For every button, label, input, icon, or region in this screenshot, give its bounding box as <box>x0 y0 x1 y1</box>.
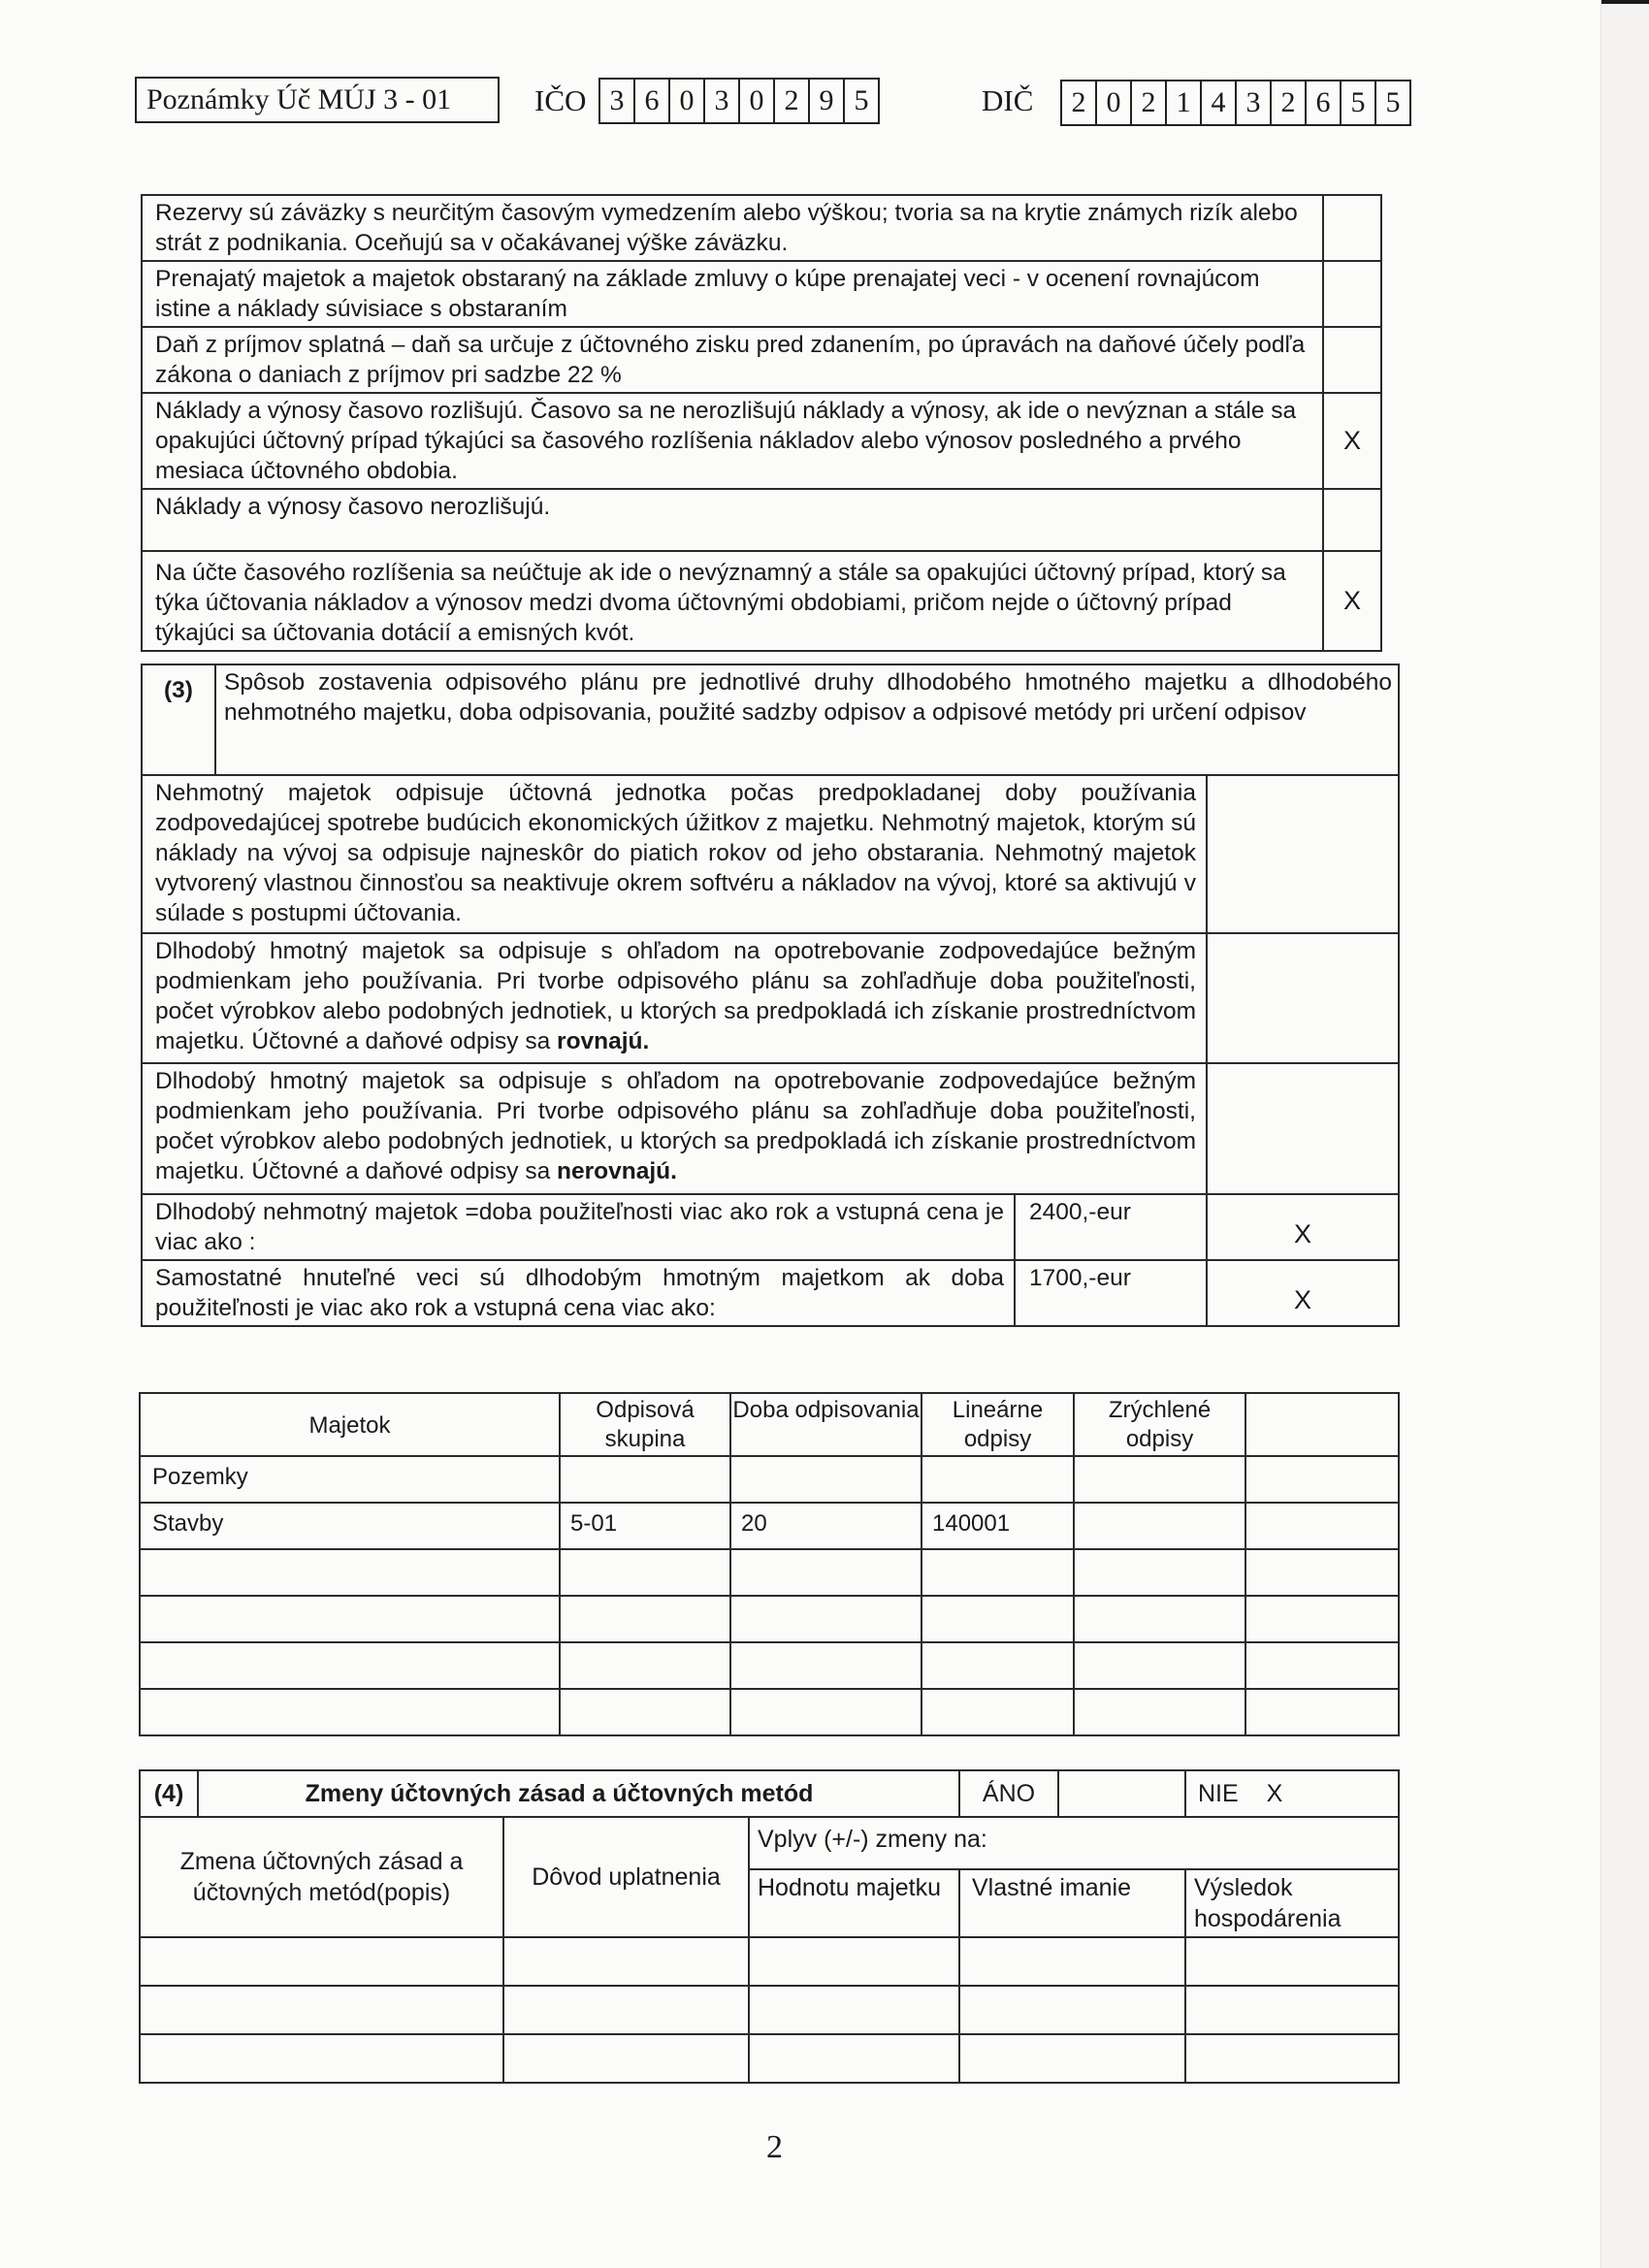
ico-digit: 3 <box>705 80 740 122</box>
cell[interactable] <box>140 1596 560 1642</box>
table-row <box>140 1986 1399 2034</box>
policy-mark[interactable] <box>1323 489 1381 551</box>
cell[interactable] <box>1185 2034 1399 2083</box>
cell[interactable] <box>140 1549 560 1596</box>
policy-row <box>142 551 1381 651</box>
threshold-text: Dlhodobý nehmotný majetok =doba použiteľnosti viac ako rok a vstupná cena je viac ako : <box>142 1194 1015 1260</box>
scan-edge <box>1600 0 1649 2268</box>
no-checkbox[interactable]: X <box>1266 1780 1283 1807</box>
dic-digit: 5 <box>1342 81 1376 124</box>
cell[interactable] <box>922 1549 1074 1596</box>
section-4-policy-changes <box>139 1769 1400 2084</box>
accounting-policies-table <box>141 194 1382 652</box>
col-header-asset: Majetok <box>140 1393 560 1456</box>
cell[interactable] <box>1074 1689 1245 1735</box>
ico-digit: 0 <box>670 80 705 122</box>
cell[interactable] <box>922 1689 1074 1735</box>
dic-digit: 1 <box>1167 81 1202 124</box>
section-4-title: Zmeny účtovných zásad a účtovných metód <box>198 1770 959 1817</box>
cell[interactable] <box>1074 1503 1245 1549</box>
table-row <box>140 1689 1399 1735</box>
depreciation-method-row <box>142 933 1399 1063</box>
cell[interactable] <box>1245 1503 1399 1549</box>
bold-term: rovnajú. <box>557 1028 650 1054</box>
dic-digit: 2 <box>1272 81 1307 124</box>
method-mark[interactable] <box>1207 1063 1399 1194</box>
cell[interactable]: Stavby <box>140 1503 560 1549</box>
cell[interactable] <box>140 1986 503 2034</box>
col-header-blank <box>1245 1393 1399 1456</box>
cell[interactable] <box>503 1937 749 1986</box>
policy-text: Na účte časového rozlíšenia sa neúčtuje ak ide o nevýznamný a stále sa opakujúci účtovný prípad, ktorý sa týka účtovania nákladov a výnosov medzi dvoma účtovnými obdobiami, pričom nejde o účtovný prípad týkajúci sa účtovania dotácií a emisných kvót. <box>142 551 1323 651</box>
threshold-row <box>142 1194 1399 1260</box>
policy-row <box>142 393 1381 489</box>
section-3-title: Spôsob zostavenia odpisového plánu pre jednotlivé druhy dlhodobého hmotného majetku a dlhodobého nehmotného majetku, doba odpisovania, použité sadzby odpisov a odpisové metódy pri určení odpisov <box>215 664 1399 775</box>
no-option <box>1185 1770 1399 1817</box>
policy-row <box>142 195 1381 261</box>
dic-digit: 2 <box>1132 81 1167 124</box>
policy-row <box>142 489 1381 551</box>
dic-digit: 2 <box>1062 81 1097 124</box>
page-number: 2 <box>766 2129 783 2165</box>
cell[interactable] <box>140 1642 560 1689</box>
section-4-header <box>140 1770 1399 1817</box>
ico-field <box>598 78 880 124</box>
cell[interactable] <box>140 2034 503 2083</box>
cell[interactable] <box>730 1642 922 1689</box>
cell[interactable] <box>1245 1642 1399 1689</box>
cell[interactable] <box>1245 1689 1399 1735</box>
yes-checkbox[interactable] <box>1058 1770 1185 1817</box>
policy-mark[interactable]: X <box>1323 393 1381 489</box>
yes-label: ÁNO <box>959 1770 1058 1817</box>
cell[interactable] <box>922 1456 1074 1503</box>
policy-text: Rezervy sú záväzky s neurčitým časovým vymedzením alebo výškou; tvoria sa na krytie známych rizík alebo strát z podnikania. Oceňujú sa v očakávanej výške záväzku. <box>142 195 1323 261</box>
table-row <box>140 1937 1399 1986</box>
table-header-row <box>140 1393 1399 1456</box>
impact-header-row <box>140 1817 1399 1869</box>
cell[interactable] <box>959 2034 1185 2083</box>
cell[interactable] <box>560 1642 730 1689</box>
cell[interactable] <box>749 1937 959 1986</box>
table-row <box>140 1642 1399 1689</box>
ico-digit: 6 <box>635 80 670 122</box>
cell[interactable] <box>140 1937 503 1986</box>
method-mark[interactable] <box>1207 933 1399 1063</box>
cell[interactable]: Pozemky <box>140 1456 560 1503</box>
table-row <box>140 1549 1399 1596</box>
threshold-mark[interactable]: X <box>1207 1194 1399 1260</box>
ico-digit: 2 <box>775 80 810 122</box>
dic-field <box>1060 80 1411 126</box>
policy-mark[interactable] <box>1323 327 1381 393</box>
ico-digit: 3 <box>600 80 635 122</box>
cell[interactable] <box>560 1456 730 1503</box>
cell[interactable]: 140001 <box>922 1503 1074 1549</box>
no-label: NIE <box>1198 1780 1239 1807</box>
cell[interactable] <box>560 1549 730 1596</box>
ico-digit: 9 <box>810 80 845 122</box>
depreciation-schedule-table <box>139 1392 1400 1736</box>
dic-label: DIČ <box>982 83 1034 117</box>
ico-label: IČO <box>534 83 587 117</box>
tangible-assets-unequal-text: Dlhodobý hmotný majetok sa odpisuje s ohľadom na opotrebovanie zodpovedajúce bežným podmienkam jeho používania. Pri tvorbe odpisového plánu sa zohľadňuje doba použiteľnosti, počet výrobkov alebo podobných jednotiek, u ktorých sa predpokladá ich získanie prostredníctvom majetku. Účtovné a daňové odpisy sa nerovnajú. <box>142 1063 1207 1194</box>
threshold-mark[interactable]: X <box>1207 1260 1399 1326</box>
cell[interactable] <box>1185 1986 1399 2034</box>
cell[interactable] <box>730 1456 922 1503</box>
cell[interactable] <box>140 1689 560 1735</box>
policy-text: Daň z príjmov splatná – daň sa určuje z účtovného zisku pred zdanením, po úpravách na daňové účely podľa zákona o daniach z príjmov pri sadzbe 22 % <box>142 327 1323 393</box>
depreciation-method-row <box>142 1063 1399 1194</box>
cell[interactable] <box>1245 1456 1399 1503</box>
table-row <box>140 2034 1399 2083</box>
dic-digit: 3 <box>1237 81 1272 124</box>
cell[interactable] <box>959 1986 1185 2034</box>
col-header-group: Odpisová skupina <box>560 1393 730 1456</box>
table-row <box>140 1596 1399 1642</box>
cell[interactable] <box>560 1689 730 1735</box>
cell[interactable] <box>922 1642 1074 1689</box>
section-3-header <box>142 664 1399 775</box>
cell[interactable]: 20 <box>730 1503 922 1549</box>
section-4-number: (4) <box>140 1770 198 1817</box>
tangible-assets-equal-text: Dlhodobý hmotný majetok sa odpisuje s ohľadom na opotrebovanie zodpovedajúce bežným podmienkam jeho používania. Pri tvorbe odpisového plánu sa zohľadňuje doba použiteľnosti, počet výrobkov alebo podobných jednotiek, u ktorých sa predpokladá ich získanie prostredníctvom majetku. Účtovné a daňové odpisy sa rovnajú. <box>142 933 1207 1063</box>
cell[interactable] <box>503 1986 749 2034</box>
dic-digit: 5 <box>1376 81 1411 124</box>
cell[interactable] <box>730 1596 922 1642</box>
cell[interactable] <box>730 1689 922 1735</box>
intangible-assets-text: Nehmotný majetok odpisuje účtovná jednotka počas predpokladanej doby používania zodpovedajúcej spotrebe budúcich ekonomických úžitkov z majetku. Nehmotný majetok, ktorým sú náklady na vývoj sa odpisuje najneskôr do piatich rokov od jeho obstarania. Nehmotný majetok vytvorený vlastnou činnosťou sa neaktivuje okrem softvéru a nákladov na vývoj, ktoré sa aktivujú v súlade s postupmi účtovania. <box>142 775 1207 933</box>
cell[interactable] <box>922 1596 1074 1642</box>
col-header-result: Výsledok hospodárenia <box>1185 1869 1399 1937</box>
cell[interactable] <box>1185 1937 1399 1986</box>
cell[interactable] <box>1074 1642 1245 1689</box>
cell[interactable]: 5-01 <box>560 1503 730 1549</box>
table-row <box>140 1503 1399 1549</box>
scan-edge-shadow <box>1601 0 1649 4</box>
policy-row <box>142 327 1381 393</box>
col-header-linear: Lineárne odpisy <box>922 1393 1074 1456</box>
cell[interactable] <box>1245 1596 1399 1642</box>
threshold-value: 2400,-eur <box>1015 1194 1207 1260</box>
depreciation-method-row <box>142 775 1399 933</box>
col-header-impact: Vplyv (+/-) zmeny na: <box>749 1817 1399 1869</box>
cell[interactable] <box>503 2034 749 2083</box>
section-3-number: (3) <box>142 664 215 775</box>
col-header-change: Zmena účtovných zásad a účtovných metód(popis) <box>140 1817 503 1937</box>
form-title: Poznámky Úč MÚJ 3 - 01 <box>135 77 500 123</box>
cell[interactable] <box>1074 1596 1245 1642</box>
policy-row <box>142 261 1381 327</box>
cell[interactable] <box>1074 1549 1245 1596</box>
policy-text: Náklady a výnosy časovo nerozlišujú. <box>142 489 1323 551</box>
cell[interactable] <box>1074 1456 1245 1503</box>
policy-text: Náklady a výnosy časovo rozlišujú. Časovo sa ne nerozlišujú náklady a výnosy, ak ide o nevýznan a stále sa opakujúci účtovný prípad týkajúci sa časového rozlíšenia nákladov alebo výnosov posledného a prvého mesiaca účtovného obdobia. <box>142 393 1323 489</box>
ico-digit: 0 <box>740 80 775 122</box>
cell[interactable] <box>749 1986 959 2034</box>
cell[interactable] <box>1245 1549 1399 1596</box>
policy-text: Prenajatý majetok a majetok obstaraný na základe zmluvy o kúpe prenajatej veci - v ocenení rovnajúcom istine a náklady súvisiace s obstaraním <box>142 261 1323 327</box>
dic-digit: 4 <box>1202 81 1237 124</box>
cell[interactable] <box>730 1549 922 1596</box>
cell[interactable] <box>959 1937 1185 1986</box>
col-header-asset-value: Hodnotu majetku <box>749 1869 959 1937</box>
threshold-row <box>142 1260 1399 1326</box>
threshold-text: Samostatné hnuteľné veci sú dlhodobým hmotným majetkom ak doba použiteľnosti je viac ako rok a vstupná cena viac ako: <box>142 1260 1015 1326</box>
col-header-accelerated: Zrýchlené odpisy <box>1074 1393 1245 1456</box>
ico-digit: 5 <box>845 80 880 122</box>
cell[interactable] <box>749 2034 959 2083</box>
table-row <box>140 1456 1399 1503</box>
dic-digit: 6 <box>1307 81 1342 124</box>
cell[interactable] <box>560 1596 730 1642</box>
method-mark[interactable] <box>1207 775 1399 933</box>
policy-mark[interactable] <box>1323 195 1381 261</box>
dic-digit: 0 <box>1097 81 1132 124</box>
policy-mark[interactable] <box>1323 261 1381 327</box>
bold-term: nerovnajú. <box>557 1158 677 1184</box>
col-header-reason: Dôvod uplatnenia <box>503 1817 749 1937</box>
section-3-depreciation-plan <box>141 664 1400 1327</box>
col-header-equity: Vlastné imanie <box>959 1869 1185 1937</box>
policy-mark[interactable]: X <box>1323 551 1381 651</box>
col-header-period: Doba odpisovania <box>730 1393 922 1456</box>
threshold-value: 1700,-eur <box>1015 1260 1207 1326</box>
